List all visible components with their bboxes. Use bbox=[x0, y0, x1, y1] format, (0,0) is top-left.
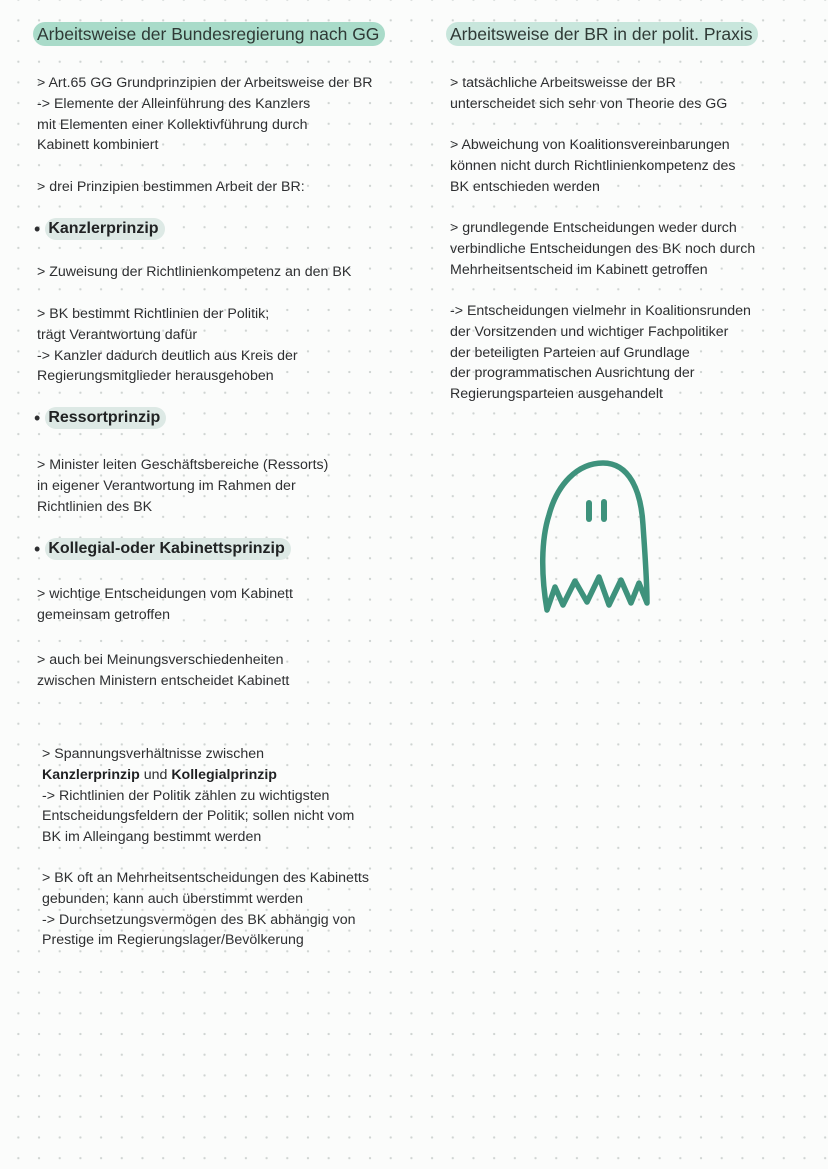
text-line: Kabinett kombiniert bbox=[37, 137, 159, 154]
text-line: > Abweichung von Koalitionsvereinbarungen bbox=[450, 137, 730, 153]
text-line: Entscheidungsfeldern der Politik; sollen nicht vom bbox=[42, 808, 355, 825]
heading-label: Ressortprinzip bbox=[45, 407, 166, 429]
kollegialprinzip-heading bbox=[34, 538, 291, 560]
kanzlerprinzip-heading bbox=[34, 218, 165, 240]
majority-block bbox=[42, 868, 369, 951]
text-line: Regierungsparteien ausgehandelt bbox=[450, 386, 663, 403]
bullet-icon: • bbox=[34, 539, 41, 559]
text-line: > tatsächliche Arbeitsweisse der BR bbox=[450, 75, 676, 91]
text-line: trägt Verantwortung dafür bbox=[37, 326, 198, 343]
ressortprinzip-heading bbox=[34, 407, 166, 429]
text-line: -> Durchsetzungsvermögen des BK abhängig von bbox=[42, 911, 356, 928]
tension-block bbox=[42, 744, 354, 848]
ressort-block bbox=[37, 455, 328, 517]
text-line: > Zuweisung der Richtlinienkompetenz an den BK bbox=[37, 264, 352, 280]
practice-paragraph-1 bbox=[450, 73, 727, 115]
text-line: > BK oft an Mehrheitsentscheidungen des Kabinetts bbox=[42, 870, 369, 886]
heading-label: Kollegial-oder Kabinettsprinzip bbox=[45, 538, 290, 560]
text-line: -> Richtlinien der Politik zählen zu wichtigsten bbox=[42, 787, 330, 804]
text-line: der beteiligten Parteien auf Grundlage bbox=[450, 344, 690, 361]
heading-label: Kanzlerprinzip bbox=[45, 218, 164, 240]
text-line: Mehrheitsentscheid im Kabinett getroffen bbox=[450, 261, 708, 278]
practice-paragraph-4 bbox=[450, 301, 751, 405]
text-line: > grundlegende Entscheidungen weder durch bbox=[450, 220, 737, 236]
text-line: Prestige im Regierungslager/Bevölkerung bbox=[42, 932, 304, 949]
text-line: > wichtige Entscheidungen vom Kabinett bbox=[37, 586, 293, 602]
right-title: Arbeitsweise der BR in der polit. Praxis bbox=[446, 22, 758, 46]
intro-block bbox=[37, 73, 373, 156]
text-line: mit Elementen einer Kollektivführung durch bbox=[37, 116, 308, 133]
text-line: Regierungsmitglieder herausgehoben bbox=[37, 368, 274, 385]
text-line: können nicht durch Richtlinienkompetenz des bbox=[450, 157, 736, 174]
text-line: BK entschieden werden bbox=[450, 178, 600, 195]
text-line: > Minister leiten Geschäftsbereiche (Ressorts) bbox=[37, 457, 329, 473]
text-line: gebunden; kann auch überstimmt werden bbox=[42, 890, 304, 907]
text-line: der Vorsitzenden und wichtiger Fachpolitiker bbox=[450, 323, 729, 340]
bullet-icon: • bbox=[34, 219, 41, 239]
text-line: unterscheidet sich sehr von Theorie des GG bbox=[450, 95, 728, 112]
ghost-doodle-icon bbox=[535, 455, 660, 620]
text-line: Richtlinien des BK bbox=[37, 498, 153, 515]
kollegial-block-2 bbox=[37, 650, 289, 692]
tension-principles-line bbox=[42, 765, 354, 786]
text-line: -> Elemente der Alleinführung des Kanzlers bbox=[37, 95, 311, 112]
text-line: > Art.65 GG Grundprinzipien der Arbeitsweise der BR bbox=[37, 75, 373, 91]
practice-paragraph-3 bbox=[450, 218, 755, 280]
text-line: -> Entscheidungen vielmehr in Koalitionsrunden bbox=[450, 303, 751, 319]
bold-term: Kanzlerprinzip bbox=[42, 766, 140, 783]
text-line: gemeinsam getroffen bbox=[37, 606, 171, 623]
text-line: der programmatischen Ausrichtung der bbox=[450, 365, 695, 382]
kollegial-block-1 bbox=[37, 584, 293, 626]
conjunction: und bbox=[139, 766, 172, 783]
ghost-outline bbox=[543, 463, 647, 610]
text-line: zwischen Ministern entscheidet Kabinett bbox=[37, 672, 290, 689]
text-line: > BK bestimmt Richtlinien der Politik; bbox=[37, 306, 270, 322]
text-line: > Spannungsverhältnisse zwischen bbox=[42, 746, 265, 762]
practice-paragraph-2 bbox=[450, 135, 736, 197]
bullet-icon: • bbox=[34, 408, 41, 428]
text-line: BK im Alleingang bestimmt werden bbox=[42, 829, 262, 846]
text-line: in eigener Verantwortung im Rahmen der bbox=[37, 477, 296, 494]
text-line: -> Kanzler dadurch deutlich aus Kreis der bbox=[37, 347, 298, 364]
principles-intro: > drei Prinzipien bestimmen Arbeit der BR: bbox=[37, 179, 305, 195]
bold-term: Kollegialprinzip bbox=[171, 766, 277, 783]
kanzler-block bbox=[37, 304, 298, 387]
left-title: Arbeitsweise der Bundesregierung nach GG bbox=[33, 22, 385, 46]
text-line: verbindliche Entscheidungen des BK noch durch bbox=[450, 240, 756, 257]
text-line: > auch bei Meinungsverschiedenheiten bbox=[37, 652, 284, 668]
